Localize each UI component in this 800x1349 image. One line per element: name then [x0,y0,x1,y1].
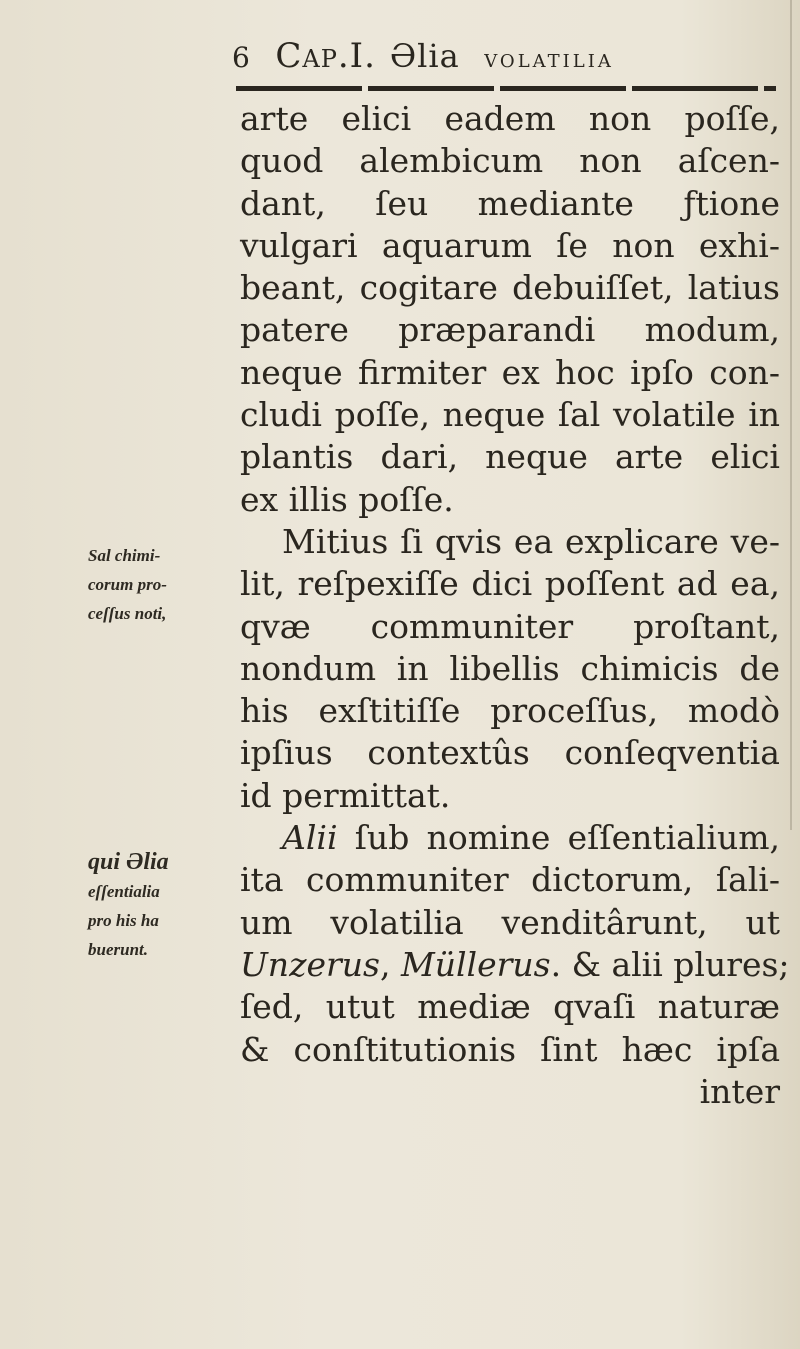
text-line: plantis dari, neque arte elici [240,437,780,477]
text-line: Alii ſub nomine eſſentialium, [282,818,780,858]
text-line: neque firmiter ex hoc ipſo con- [240,352,780,392]
margin-line: ceſſus noti, [88,604,167,623]
margin-line: pro his ha [88,911,159,930]
page-number: 6 [232,41,251,74]
text-line: beant, cogitare debuiſſet, latius [240,268,780,308]
margin-line: eſſentialia [88,882,160,901]
text-line: lit, reſpexiſſe dici poſſent ad ea, [240,564,780,604]
text-line: quod alembicum non aſcen- [240,141,780,181]
text-line: id permittat. [240,775,451,815]
margin-line: Sal chimi- [88,546,161,565]
margin-line: corum pro- [88,575,167,594]
text-line: ita communiter dictorum, ſali- [240,860,780,900]
text-line: ipſius contextûs conſeqventia [240,733,780,773]
margin-line: buerunt. [88,940,148,959]
header-rule [236,86,776,91]
text-line: qvæ communiter proſtant, [240,606,780,646]
running-header [232,36,732,80]
header-title-word2: volatilia [484,44,614,74]
text-line: & conſtitutionis ſint hæc ipſa [240,1029,780,1069]
catchword: inter [699,1071,780,1111]
text-line: Mitius ſi qvis ea explicare ve- [282,521,780,561]
text-line: his exſtitiſſe proceſſus, modò [240,691,780,731]
main-text [240,98,790,1113]
text-line: ex illis poſſe. [240,479,454,519]
chapter-label: Cap.I. [275,36,376,76]
text-line: nondum in libellis chimicis de [240,648,780,688]
text-line: um volatilia venditârunt, ut [240,902,780,942]
header-title-word1: lia [417,37,460,75]
text-line: arte elici eadem non poſſe, [240,99,780,138]
text-line: vulgari aquarum ſe non exhi- [240,225,780,265]
text-line: dant, ſeu mediante ƒtione [240,183,780,223]
margin-note-1 [88,541,238,628]
text-line: ſed, utut mediæ qvaſi naturæ [240,987,780,1027]
text-line: patere præparandi modum, [240,310,780,350]
page-edge [790,0,792,830]
margin-note-2 [88,848,238,964]
margin-line: qui Əlia [88,849,169,875]
text-line: cludi poſſe, neque ſal volatile in [240,395,780,435]
oil-symbol: Ə [389,37,418,75]
text-line: Unzerus, Müllerus. & alii plures; [240,944,790,984]
